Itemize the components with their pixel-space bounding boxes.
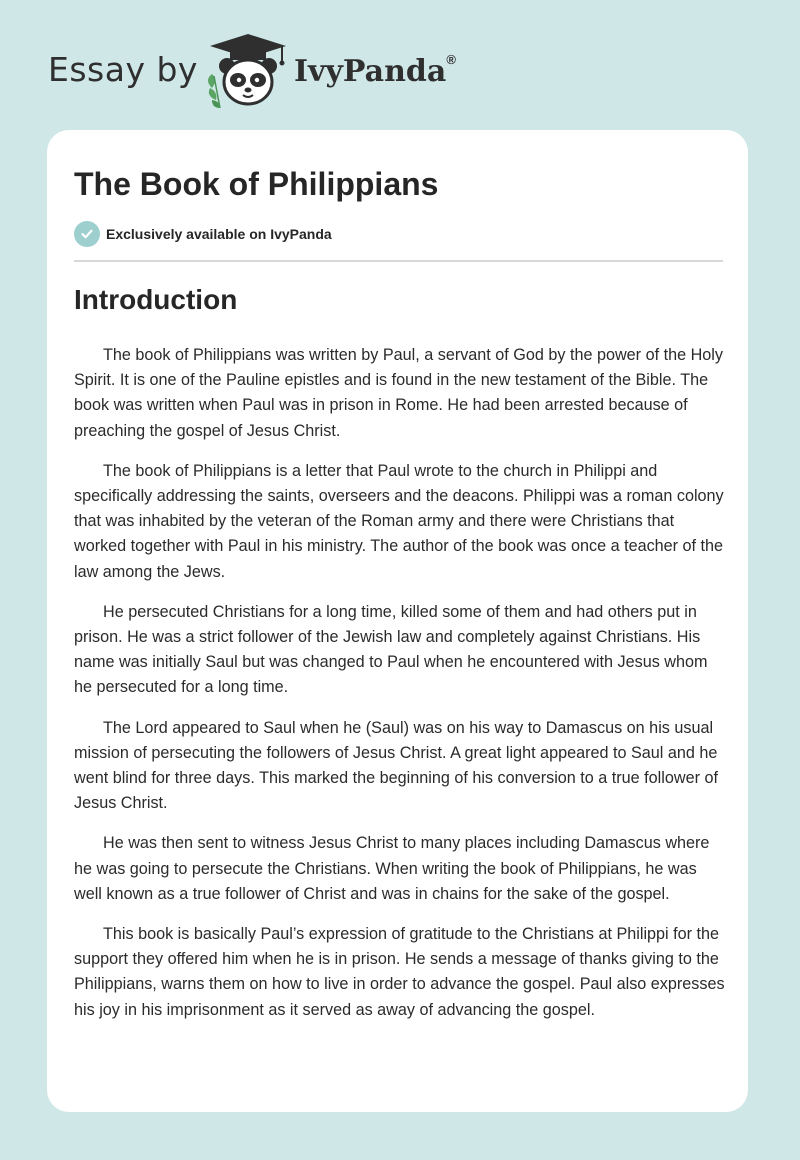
article-body <box>74 343 726 1038</box>
check-circle-icon <box>74 221 100 247</box>
brand-name: IvyPanda® <box>294 52 456 89</box>
site-header <box>48 30 548 110</box>
paragraph: The Lord appeared to Saul when he (Saul) was on his way to Damascus on his usual mission of persecuting the followers of Jesus Christ. A great light appeared to Saul and he went blind for three days. This marked the beginning of his conversion to a true follower of Jesus Christ. <box>74 718 718 813</box>
paragraph: The book of Philippians is a letter that Paul wrote to the church in Philippi and specifically addressing the saints, overseers and the deacons. Philippi was a roman colony that was inhabited by the veteran of the Roman army and there were Christians that worked together with Paul in his ministry. The author of the book was once a teacher of the law among the Jews. <box>74 461 724 581</box>
page-title: The Book of Philippians <box>74 166 439 202</box>
paragraph: He persecuted Christians for a long time, killed some of them and had others put in prison. He was a strict follower of the Jewish law and completely against Christians. His name was initially Saul but was changed to Paul when he encountered with Jesus whom he persecuted for a long time. <box>74 602 708 697</box>
badge-label: Exclusively available on IvyPanda <box>106 226 332 242</box>
divider <box>74 260 723 262</box>
paragraph: He was then sent to witness Jesus Christ to many places including Damascus where he was going to persecute the Christians. When writing the book of Philippians, he was well known as a true follower of Christ and was in chains for the sake of the gospel. <box>74 834 710 903</box>
panda-graduate-icon <box>200 30 296 110</box>
paragraph: The book of Philippians was written by Paul, a servant of God by the power of the Holy Spirit. It is one of the Pauline epistles and is found in the new testament of the Bible. The book was written when Paul was in prison in Rome. He had been arrested because of preaching the gospel of Jesus Christ. <box>74 346 723 440</box>
paragraph: This book is basically Paul’s expression of gratitude to the Christians at Philippi for the support they offered him when he is in prison. He sends a message of thanks giving to the Philippians, warns them on how to live in order to advance the gospel. Paul also expresses his joy in his imprisonment as it served as away of advancing the gospel. <box>74 925 725 1019</box>
essay-by-label: Essay by <box>48 50 198 89</box>
registered-mark: ® <box>446 52 456 67</box>
essay-card <box>47 130 748 1112</box>
availability-badge <box>74 221 332 247</box>
section-title: Introduction <box>74 284 238 315</box>
